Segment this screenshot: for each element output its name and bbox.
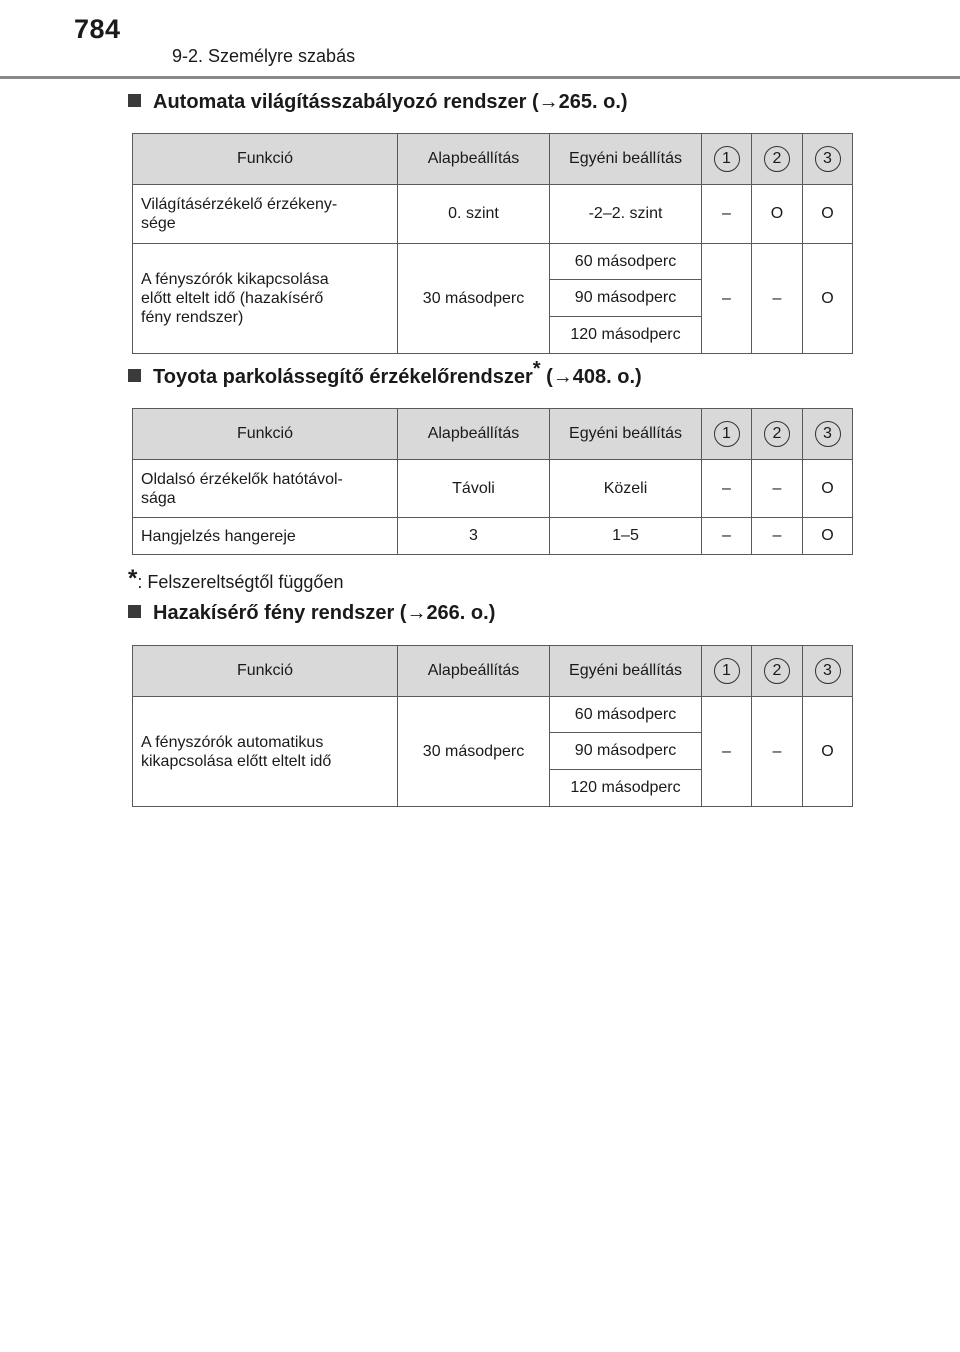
settings-table-2 [132, 408, 853, 555]
cell-mode-3: O [803, 460, 853, 518]
table-row [133, 244, 853, 280]
header-mode-2 [752, 409, 803, 460]
cell-mode-2: – [752, 518, 803, 555]
cell-mode-2: – [752, 244, 803, 354]
section-title-2: Toyota parkolássegítő érzékelőrendszer* (→408. o.) [128, 366, 642, 389]
cell-default: 30 másodperc [398, 697, 550, 807]
arrow-icon: → [406, 602, 427, 624]
table-header-row [133, 134, 853, 185]
header-funkcio: Funkció [133, 646, 398, 697]
circled-3-icon: 3 [815, 658, 841, 684]
arrow-icon: → [538, 91, 559, 113]
cell-custom: 90 másodperc [550, 280, 702, 317]
cell-mode-1: – [702, 460, 752, 518]
cell-func: Világításérzékelő érzékeny- sége [133, 185, 398, 244]
cell-mode-2: – [752, 697, 803, 807]
header-mode-3 [803, 409, 853, 460]
cell-mode-3: O [803, 518, 853, 555]
page-number: 784 [74, 14, 121, 44]
cell-mode-3: O [803, 697, 853, 807]
table-row [133, 185, 853, 244]
square-bullet-icon [128, 605, 141, 618]
section-title-1: Automata világításszabályozó rendszer (→265. o.) [128, 91, 628, 114]
circled-3-icon: 3 [815, 421, 841, 447]
cell-mode-3: O [803, 185, 853, 244]
cell-custom: 90 másodperc [550, 733, 702, 770]
cell-default: 3 [398, 518, 550, 555]
settings-table-1 [132, 133, 853, 354]
header-egyeni: Egyéni beállítás [550, 409, 702, 460]
cell-mode-2: O [752, 185, 803, 244]
table-header-row [133, 646, 853, 697]
cell-func: Hangjelzés hangereje [133, 518, 398, 555]
cell-default: 0. szint [398, 185, 550, 244]
cell-default: 30 másodperc [398, 244, 550, 354]
table-row [133, 518, 853, 555]
circled-1-icon: 1 [714, 658, 740, 684]
cell-custom: 120 másodperc [550, 770, 702, 807]
header-funkcio: Funkció [133, 409, 398, 460]
header-mode-3 [803, 646, 853, 697]
cell-mode-1: – [702, 518, 752, 555]
settings-table-3 [132, 645, 853, 807]
header-egyeni: Egyéni beállítás [550, 646, 702, 697]
cell-default: Távoli [398, 460, 550, 518]
table-row [133, 460, 853, 518]
arrow-icon: → [552, 366, 573, 388]
header-mode-1 [702, 134, 752, 185]
header-mode-2 [752, 134, 803, 185]
cell-custom: 60 másodperc [550, 244, 702, 280]
cell-custom: 60 másodperc [550, 697, 702, 733]
page-header [0, 0, 960, 78]
cell-mode-1: – [702, 185, 752, 244]
header-alapbeallitas: Alapbeállítás [398, 134, 550, 185]
cell-mode-1: – [702, 244, 752, 354]
square-bullet-icon [128, 94, 141, 107]
cell-func: Oldalsó érzékelők hatótávol- sága [133, 460, 398, 518]
circled-1-icon: 1 [714, 421, 740, 447]
circled-1-icon: 1 [714, 146, 740, 172]
cell-func: A fényszórók kikapcsolása előtt eltelt idő (hazakísérő fény rendszer) [133, 244, 398, 354]
cell-custom: Közeli [550, 460, 702, 518]
footnote-star: * [532, 358, 541, 380]
header-alapbeallitas: Alapbeállítás [398, 409, 550, 460]
cell-custom: 1–5 [550, 518, 702, 555]
cell-func: A fényszórók automatikus kikapcsolása előtt eltelt idő [133, 697, 398, 807]
header-mode-1 [702, 409, 752, 460]
header-alapbeallitas: Alapbeállítás [398, 646, 550, 697]
footnote: *: Felszereltségtől függően [128, 565, 344, 592]
cell-mode-1: – [702, 697, 752, 807]
circled-2-icon: 2 [764, 658, 790, 684]
header-mode-3 [803, 134, 853, 185]
header-rule [0, 76, 960, 79]
cell-mode-3: O [803, 244, 853, 354]
section-title-3: Hazakísérő fény rendszer (→266. o.) [128, 602, 495, 625]
chapter-title: 9-2. Személyre szabás [172, 46, 356, 66]
header-mode-1 [702, 646, 752, 697]
circled-2-icon: 2 [764, 421, 790, 447]
cell-mode-2: – [752, 460, 803, 518]
table-row [133, 697, 853, 733]
header-egyeni: Egyéni beállítás [550, 134, 702, 185]
header-mode-2 [752, 646, 803, 697]
circled-3-icon: 3 [815, 146, 841, 172]
cell-custom: -2–2. szint [550, 185, 702, 244]
header-funkcio: Funkció [133, 134, 398, 185]
cell-custom: 120 másodperc [550, 317, 702, 354]
circled-2-icon: 2 [764, 146, 790, 172]
table-header-row [133, 409, 853, 460]
square-bullet-icon [128, 369, 141, 382]
